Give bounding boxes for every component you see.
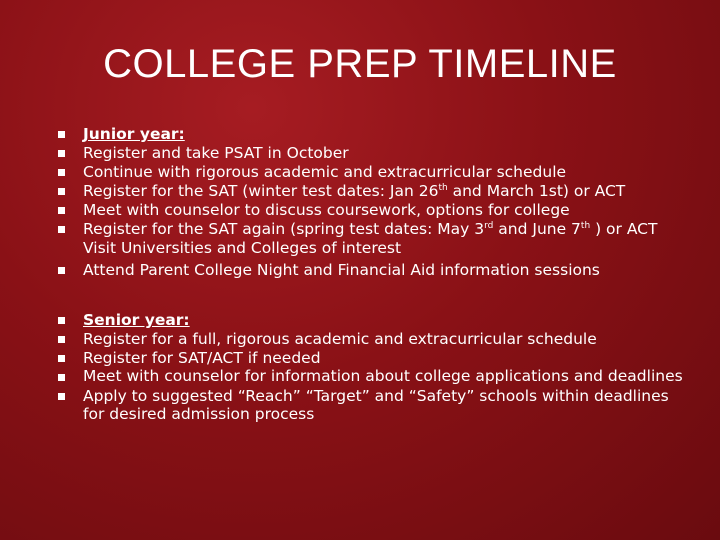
list-item-text: Apply to suggested “Reach” “Target” and “Safety” schools within deadlines for desired admission process — [83, 387, 669, 423]
list-item-text: Visit Universities and Colleges of interest — [83, 239, 402, 257]
square-bullet-icon — [58, 317, 65, 324]
square-bullet-icon — [58, 267, 65, 274]
square-bullet-icon — [58, 131, 65, 138]
list-item — [58, 387, 688, 423]
square-bullet-icon — [58, 207, 65, 214]
superscript: rd — [484, 221, 494, 231]
list-item — [58, 261, 688, 280]
list-item-text: Attend Parent College Night and Financial Aid information sessions — [83, 261, 600, 279]
list-item — [58, 239, 688, 258]
list-item-text: Register and take PSAT in October — [83, 144, 349, 162]
square-bullet-icon — [58, 336, 65, 343]
list-item — [58, 349, 688, 368]
list-item-text: Register for the SAT (winter test dates: Jan 26 — [83, 182, 439, 200]
square-bullet-icon — [58, 355, 65, 362]
list-item-text: Register for SAT/ACT if needed — [83, 349, 321, 367]
square-bullet-icon — [58, 226, 65, 233]
list-item — [58, 182, 688, 201]
slide-title: COLLEGE PREP TIMELINE — [103, 42, 617, 86]
superscript: th — [438, 183, 448, 193]
list-item-text: Meet with counselor for information about college applications and deadlines — [83, 367, 683, 385]
list-item-text: Register for the SAT again (spring test dates: May 3 — [83, 220, 485, 238]
square-bullet-icon — [58, 393, 65, 400]
list-item — [58, 311, 688, 330]
list-item-text: ) or ACT — [590, 220, 658, 238]
list-item — [58, 125, 688, 144]
list-item-text: Meet with counselor to discuss coursework, options for college — [83, 201, 570, 219]
superscript: th — [580, 221, 591, 231]
list-item-text: and March 1st) or ACT — [447, 182, 626, 200]
list-item — [58, 330, 688, 349]
junior-year-list — [58, 125, 688, 280]
list-item — [58, 201, 688, 220]
list-item — [58, 163, 688, 182]
square-bullet-icon — [58, 188, 65, 195]
list-item-text: and June 7 — [493, 220, 581, 238]
junior-year-heading: Junior year: — [83, 125, 185, 143]
square-bullet-icon — [58, 150, 65, 157]
square-bullet-icon — [58, 374, 65, 381]
list-item-text: Continue with rigorous academic and extracurricular schedule — [83, 163, 567, 181]
senior-year-heading: Senior year: — [83, 311, 190, 329]
square-bullet-icon — [58, 169, 65, 176]
list-item — [58, 368, 688, 385]
list-item-text: Register for a full, rigorous academic and extracurricular schedule — [83, 330, 597, 348]
list-item — [58, 144, 688, 163]
list-item — [58, 220, 688, 239]
senior-year-list — [58, 311, 688, 423]
